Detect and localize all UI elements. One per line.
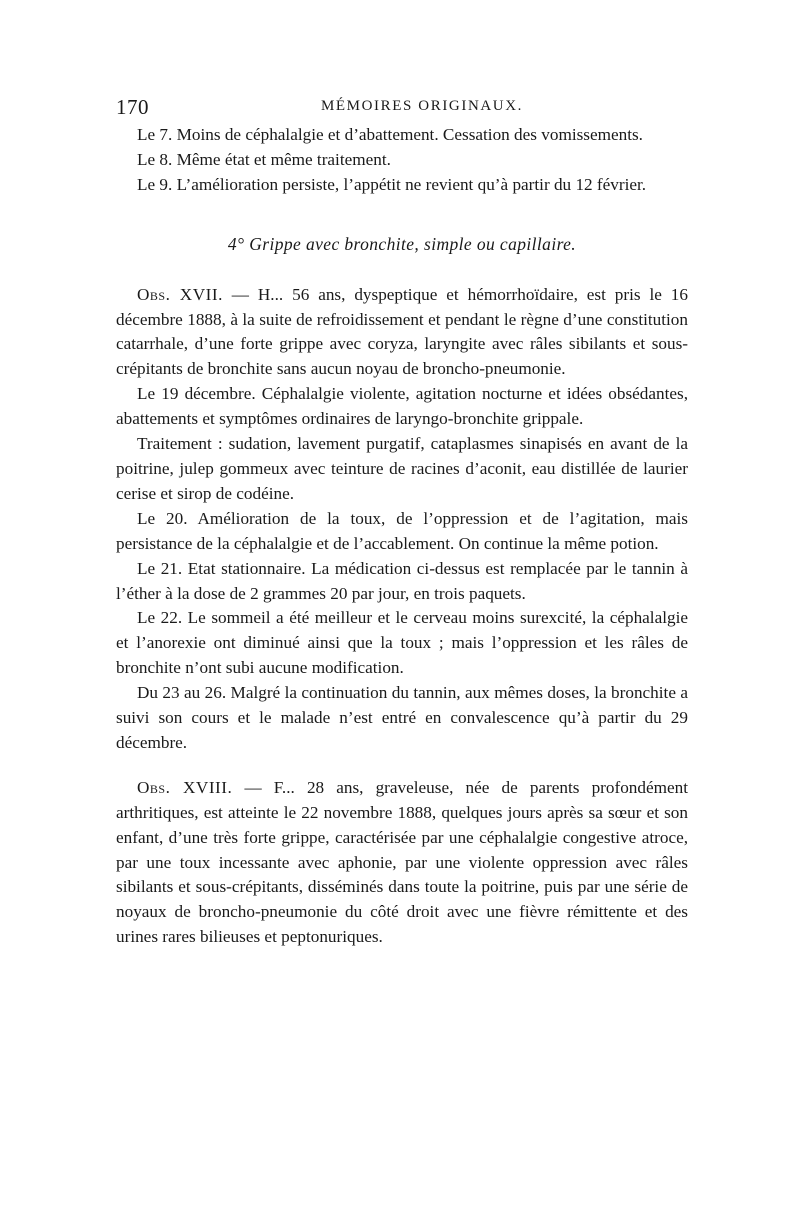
paragraph: Le 20. Amélioration de la toux, de l’oppression et de l’agitation, mais persistance de la céphalalgie et de l’accablement. On continue la même potion. <box>116 508 688 553</box>
observation-text: — F... 28 ans, graveleuse, née de parents profondément arthritiques, est atteinte le 22 novembre 1888, quelques jours après sa sœur et son enfant, d’une très forte grippe, caractérisée par une céphalalgie congestive atroce, par une toux incessante avec aphonie, par une violente oppression avec râles sibilants et sous-crépitants, disséminés dans toute la poitrine, puis par une série de noyaux de broncho-pneumonie du côté droit avec une fièvre rémittente et des urines rares bilieuses et peptonuriques. <box>116 777 688 947</box>
paragraph: Le 19 décembre. Céphalalgie violente, agitation nocturne et idées obsédantes, abattements et symptômes ordinaires de laryngo-bronchite grippale. <box>116 384 688 429</box>
paragraph-gap <box>116 756 688 776</box>
paragraph: Du 23 au 26. Malgré la continuation du tannin, aux mêmes doses, la bronchite a suivi son cours et le malade n’est entré en convalescence qu’à partir du 29 décembre. <box>116 683 688 752</box>
observation-label: Obs. XVIII. <box>137 777 233 797</box>
paragraph: Le 21. Etat stationnaire. La médication ci-dessus est remplacée par le tannin à l’éther à la dose de 2 grammes 20 par jour, en trois paquets. <box>116 558 688 603</box>
header-title: MÉMOIRES ORIGINAUX. <box>320 98 524 114</box>
paragraph: Le 22. Le sommeil a été meilleur et le cerveau moins surexcité, la céphalalgie et l’anorexie ont diminué ainsi que la toux ; mais l’oppression et les râles de bronchite n’ont subi aucune modification. <box>116 608 688 678</box>
body-text <box>116 123 688 950</box>
observation-xviii-intro <box>116 776 688 950</box>
paragraph: Traitement : sudation, lavement purgatif, cataplasmes sinapisés en avant de la poitrine, julep gommeux avec teinture de racines d’aconit, eau distillée de laurier cerise et sirop de codéine. <box>116 434 688 503</box>
observation-text: — H... 56 ans, dyspeptique et hémorrhoïdaire, est pris le 16 décembre 1888, à la suite de refroidissement et pendant le règne d’une constitution catarrhale, d’une forte grippe avec coryza, laryngite avec râles sibilants et sous-crépitants de bronchite sans aucun noyau de broncho-pneumonie. <box>116 284 688 379</box>
running-head <box>116 95 688 123</box>
observation-xvii-intro <box>116 283 688 383</box>
paragraph: Le 8. Même état et même traitement. <box>137 149 391 169</box>
paragraph: Le 9. L’amélioration persiste, l’appétit ne revient qu’à partir du 12 février. <box>137 174 647 194</box>
observation-label: Obs. XVII. <box>137 284 223 304</box>
section-heading: 4° Grippe avec bronchite, simple ou capillaire. <box>227 233 577 254</box>
page-number: 170 <box>116 95 149 119</box>
paragraph: Le 7. Moins de céphalalgie et d’abattement. Cessation des vomissements. <box>137 125 643 144</box>
